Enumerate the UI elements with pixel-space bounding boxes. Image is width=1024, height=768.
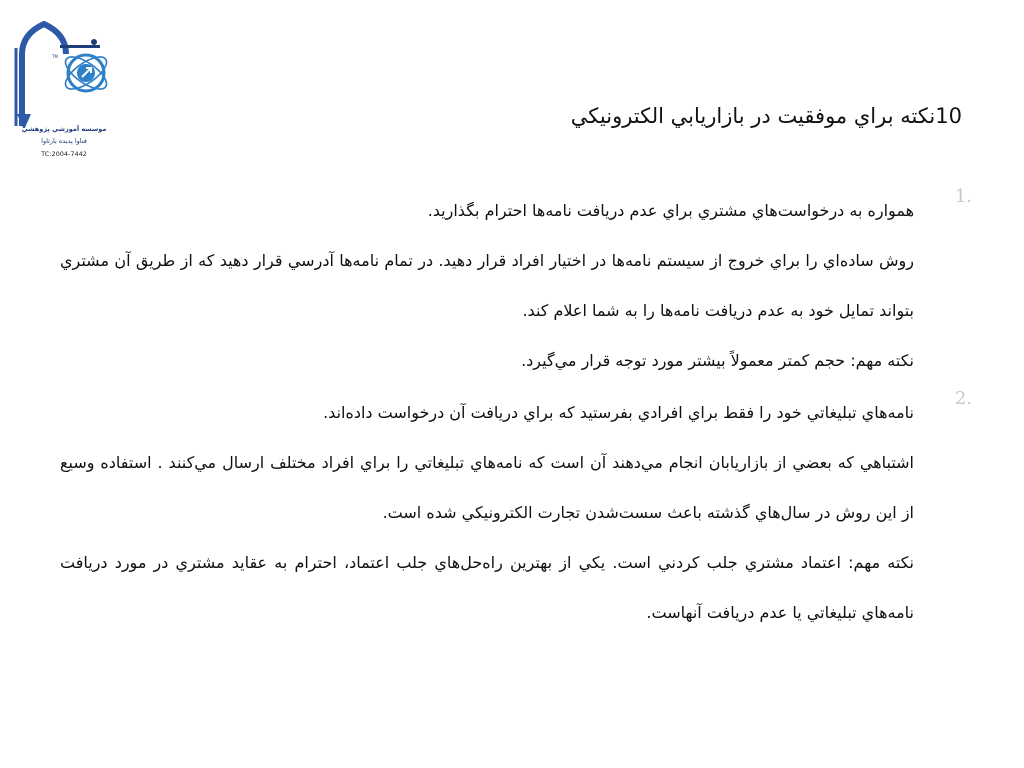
logo-tm-mark: TM	[52, 54, 58, 59]
logo-text-institute: موسسه آموزشي پژوهشي	[21, 125, 107, 133]
tips-list	[60, 186, 972, 638]
logo-text-code: TC:2004-7442	[41, 150, 87, 158]
logo-emblem	[14, 18, 114, 128]
page-title: 10نكته براي موفقيت در بازاريابي الكترونيكي	[570, 104, 962, 128]
item-paragraph: اشتباهي كه بعضي از بازاريابان انجام مي‌دهند آن است كه نامه‌هاي تبليغاتي را براي افراد مختلف ارسال مي‌كنند . استفاده وسيع از اين روش در سال‌هاي گذشته باعث سست‌شدن تجارت الكترونيكي شده است.	[60, 453, 914, 522]
item-number: 2.	[954, 388, 972, 409]
item-number: 1.	[954, 186, 972, 207]
logo-text-company: فناوا پديده بارثاوا	[41, 137, 87, 145]
institute-logo	[14, 18, 114, 163]
item-heading: همواره به درخواست‌هاي مشتري براي عدم دريافت نامه‌ها احترام بگذاريد.	[427, 201, 914, 220]
list-item	[60, 388, 972, 638]
item-important-note: نكته مهم: اعتماد مشتري جلب كردني است. يكي از بهترين راه‌حل‌هاي جلب اعتماد، احترام به عقايد مشتري در مورد دريافت نامه‌هاي تبليغاتي يا عدم دريافت آنهاست.	[60, 553, 914, 622]
item-heading: نامه‌هاي تبليغاتي خود را فقط براي افرادي بفرستيد كه براي دريافت آن درخواست داده‌اند.	[323, 403, 914, 422]
item-important-note: نكته مهم: حجم كمتر معمولاً بيشتر مورد توجه قرار مي‌گيرد.	[521, 351, 914, 370]
list-item	[60, 186, 972, 386]
item-paragraph: روش ساده‌اي را براي خروج از سيستم نامه‌ها در اختيار افراد قرار دهيد. در تمام نامه‌ها آدرسي قرار دهيد كه از طريق آن مشتري بتواند تمايل خود به عدم دريافت نامه‌ها را به شما اعلام كند.	[60, 251, 914, 320]
